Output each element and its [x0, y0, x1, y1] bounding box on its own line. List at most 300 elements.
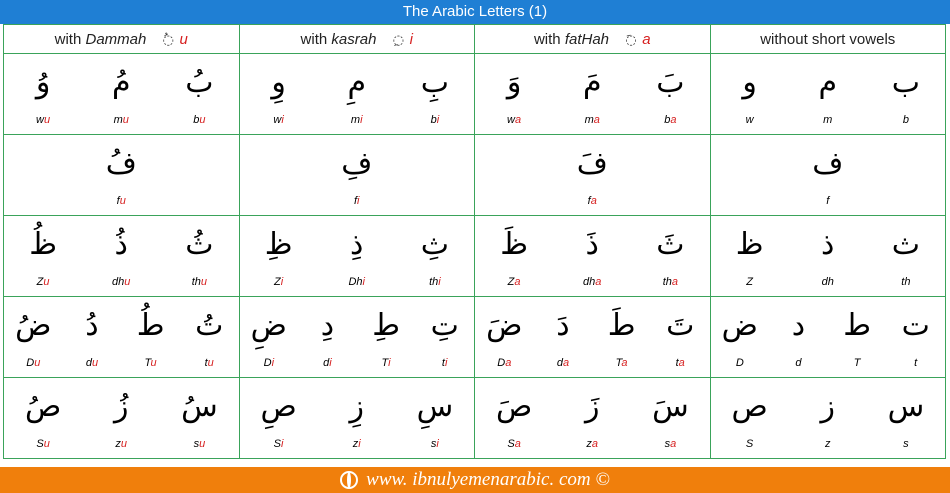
arabic-glyph: تِ [430, 308, 459, 343]
transliteration-vowel: i [436, 438, 439, 450]
letter-cell [475, 54, 711, 135]
letter-item [396, 378, 473, 450]
header-vowel-name: fatHah [564, 30, 610, 48]
letter-item [240, 54, 317, 126]
transliteration [114, 114, 129, 126]
arabic-glyph: مُ [111, 65, 131, 100]
transliteration [826, 195, 829, 207]
arabic-glyph: د [791, 308, 806, 343]
table-row [4, 54, 946, 135]
transliteration [616, 357, 628, 369]
transliteration-vowel: i [360, 114, 363, 126]
letter-group [711, 54, 946, 134]
letter-item [240, 216, 317, 288]
arabic-glyph: ثُ [185, 227, 214, 262]
transliteration-vowel: i [357, 195, 360, 207]
arabic-glyph: طُ [136, 308, 165, 343]
arabic-glyph: ذ [821, 227, 835, 262]
transliteration-vowel: a [670, 438, 677, 450]
letter-group [475, 135, 710, 215]
transliteration [382, 357, 391, 369]
transliteration-vowel: i [436, 114, 440, 126]
arabic-glyph: ضَ [486, 308, 523, 343]
letter-item [318, 54, 395, 126]
header-prefix: with [54, 30, 86, 48]
transliteration [746, 438, 753, 450]
arabic-glyph: وُ [35, 65, 51, 100]
arabic-glyph: بُ [185, 65, 214, 100]
transliteration-vowel: u [150, 357, 157, 369]
letter-item [318, 216, 395, 288]
letter-item [554, 54, 631, 126]
arabic-glyph: سَ [652, 389, 689, 424]
letter-item [475, 378, 552, 450]
header-vowel-mark: ◌ِ [392, 31, 405, 47]
header-vowel-mark: ◌َ [625, 31, 637, 47]
letter-cell [475, 378, 711, 459]
letters-table [3, 24, 946, 459]
transliteration-base: dh [583, 276, 596, 288]
letter-item [632, 216, 709, 288]
transliteration-base: t [675, 357, 679, 369]
letter-item [121, 297, 180, 369]
transliteration [431, 438, 439, 450]
letter-cell [239, 378, 475, 459]
arabic-glyph: وَ [506, 65, 522, 100]
letter-group [475, 54, 710, 134]
transliteration [508, 276, 521, 288]
letter-item [886, 297, 945, 369]
arabic-glyph: وِ [271, 65, 286, 100]
transliteration [429, 276, 441, 288]
transliteration-base: m [113, 114, 123, 126]
transliteration [86, 357, 98, 369]
arabic-glyph: ض [721, 308, 758, 343]
arabic-glyph: صُ [24, 389, 62, 424]
transliteration-vowel: a [590, 195, 597, 207]
transliteration-base: t [441, 357, 445, 369]
transliteration-base: w [36, 114, 44, 126]
transliteration [431, 114, 440, 126]
transliteration [825, 438, 831, 450]
transliteration-base: z [115, 438, 121, 450]
table-row [4, 135, 946, 216]
letter-group [240, 297, 475, 377]
arabic-glyph: ظُ [29, 227, 57, 262]
transliteration [205, 357, 214, 369]
letter-item [83, 54, 160, 126]
page-title: The Arabic Letters (1) [0, 0, 950, 24]
transliteration [193, 114, 205, 126]
letter-cell [4, 54, 240, 135]
letter-group [475, 378, 710, 458]
letter-item [534, 297, 593, 369]
letter-cell [475, 135, 711, 216]
transliteration-vowel: u [199, 438, 206, 450]
transliteration [348, 276, 365, 288]
transliteration [583, 276, 601, 288]
letter-cell [239, 54, 475, 135]
transliteration [353, 438, 361, 450]
letter-group [4, 378, 239, 458]
header-vowel-name: Dammah [85, 30, 147, 48]
letter-item [396, 54, 473, 126]
transliteration-base: d [556, 357, 563, 369]
transliteration-vowel: a [593, 114, 600, 126]
transliteration [351, 114, 363, 126]
letter-item [180, 297, 239, 369]
arabic-glyph: زِ [349, 389, 364, 424]
transliteration [274, 276, 283, 288]
arabic-glyph: دِ [320, 308, 335, 343]
transliteration-vowel: a [621, 357, 628, 369]
transliteration [354, 195, 360, 207]
letter-item [318, 378, 395, 450]
arabic-glyph: ذَ [585, 227, 599, 262]
letter-cell [4, 135, 240, 216]
transliteration-vowel: a [514, 276, 521, 288]
transliteration-base: m [350, 114, 361, 126]
transliteration-base: S [273, 438, 282, 450]
transliteration [557, 357, 569, 369]
letter-cell [4, 297, 240, 378]
transliteration-base: th [901, 276, 911, 288]
arabic-glyph: فُ [105, 146, 137, 181]
letter-group [475, 297, 710, 377]
letter-item [161, 216, 238, 288]
letter-cell [710, 54, 946, 135]
letter-item [632, 54, 709, 126]
arabic-glyph: ظَ [500, 227, 528, 262]
header-vowel-letter: a [642, 30, 651, 48]
arabic-glyph: تَ [666, 308, 695, 343]
transliteration-vowel: u [43, 438, 50, 450]
arabic-glyph: ضِ [250, 308, 287, 343]
letter-item [415, 297, 474, 369]
arabic-glyph: زَ [584, 389, 600, 424]
transliteration-base: S [745, 438, 754, 450]
letter-group [240, 135, 475, 215]
letter-cell [710, 297, 946, 378]
letter-item [828, 297, 887, 369]
letter-item [711, 297, 770, 369]
column-header [475, 25, 711, 54]
transliteration-base: Z [273, 276, 281, 288]
transliteration [497, 357, 511, 369]
letter-group [475, 216, 710, 296]
transliteration [26, 357, 40, 369]
transliteration-vowel: i [444, 357, 448, 369]
transliteration-base: Z [507, 276, 515, 288]
transliteration [442, 357, 448, 369]
arabic-glyph: فِ [341, 146, 373, 181]
transliteration-vowel: i [329, 357, 332, 369]
transliteration-base: d [795, 357, 802, 369]
arabic-glyph: تُ [195, 308, 224, 343]
arabic-glyph: م [818, 65, 838, 100]
letter-item [475, 297, 534, 369]
letter-cell [710, 378, 946, 459]
transliteration-base: t [914, 357, 918, 369]
column-header [710, 25, 946, 54]
transliteration-base: f [826, 195, 830, 207]
footer-text: www. ibnulyemenarabic. com © [366, 469, 610, 490]
arabic-glyph: ص [731, 389, 768, 424]
letter-item [83, 135, 160, 207]
arabic-glyph: سُ [181, 389, 218, 424]
transliteration-vowel: a [505, 357, 512, 369]
transliteration-base: S [36, 438, 44, 450]
transliteration-base: w [507, 114, 515, 126]
arabic-glyph: دَ [556, 308, 570, 343]
transliteration [274, 438, 284, 450]
letter-item [789, 378, 866, 450]
transliteration-base: w [745, 114, 754, 126]
transliteration [663, 276, 678, 288]
transliteration [194, 438, 206, 450]
transliteration-base: dh [821, 276, 834, 288]
transliteration [264, 357, 274, 369]
letter-cell [710, 216, 946, 297]
transliteration [903, 438, 909, 450]
transliteration-vowel: u [200, 276, 208, 288]
letter-item [298, 297, 357, 369]
transliteration [822, 276, 834, 288]
transliteration-vowel: u [120, 438, 128, 450]
transliteration-vowel: a [671, 276, 679, 288]
transliteration [914, 357, 917, 369]
letter-cell [4, 216, 240, 297]
transliteration-vowel: a [514, 114, 522, 126]
transliteration-vowel: a [591, 438, 599, 450]
column-header [4, 25, 240, 54]
transliteration-base: Dh [348, 276, 363, 288]
transliteration-base: d [323, 357, 330, 369]
letter-item [161, 54, 238, 126]
transliteration-base: Z [746, 276, 753, 288]
transliteration-vowel: a [678, 357, 685, 369]
letter-item [475, 216, 552, 288]
letter-item [711, 378, 788, 450]
transliteration [36, 438, 49, 450]
transliteration-base: D [735, 357, 744, 369]
letter-item [318, 135, 395, 207]
letter-item [789, 54, 866, 126]
transliteration-base: f [116, 195, 120, 207]
transliteration-vowel: i [362, 276, 365, 288]
arabic-glyph: ت [901, 308, 930, 343]
letter-cell [239, 216, 475, 297]
transliteration [586, 438, 598, 450]
arabic-glyph: بِ [420, 65, 450, 100]
arabic-glyph: ذُ [114, 227, 128, 262]
letter-item [4, 54, 81, 126]
transliteration [901, 276, 910, 288]
arabic-glyph: ظ [735, 227, 764, 262]
letter-group [711, 135, 946, 215]
letter-item [357, 297, 416, 369]
transliteration [273, 114, 283, 126]
transliteration-vowel: i [281, 114, 284, 126]
transliteration [117, 195, 126, 207]
transliteration-vowel: a [514, 438, 521, 450]
letter-group [4, 54, 239, 134]
letter-item [83, 378, 160, 450]
letter-cell [239, 297, 475, 378]
arabic-glyph: مَ [582, 65, 602, 100]
letter-group [240, 54, 475, 134]
arabic-glyph: بَ [656, 65, 685, 100]
arabic-glyph: ظِ [264, 227, 293, 262]
arabic-glyph: صَ [495, 389, 533, 424]
transliteration [323, 357, 332, 369]
transliteration [736, 357, 744, 369]
transliteration-base: s [430, 438, 437, 450]
letter-item [63, 297, 122, 369]
letter-item [240, 378, 317, 450]
transliteration-vowel: a [562, 357, 570, 369]
letter-item [867, 378, 944, 450]
arabic-glyph: دُ [85, 308, 99, 343]
transliteration-base: b [664, 114, 671, 126]
arabic-glyph: ضُ [15, 308, 52, 343]
transliteration-base: D [263, 357, 272, 369]
letter-item [711, 54, 788, 126]
transliteration-vowel: u [124, 276, 131, 288]
arabic-glyph: ز [820, 389, 835, 424]
arabic-glyph: سِ [416, 389, 454, 424]
transliteration [746, 276, 753, 288]
letter-item [651, 297, 710, 369]
letter-item [711, 216, 788, 288]
transliteration-base: b [430, 114, 437, 126]
transliteration-base: th [191, 276, 201, 288]
letter-cell [4, 378, 240, 459]
transliteration-base: f [587, 195, 591, 207]
arabic-glyph: ب [891, 65, 921, 100]
transliteration-base: S [507, 438, 515, 450]
transliteration-base: s [193, 438, 200, 450]
letter-item [83, 216, 160, 288]
transliteration-vowel: u [119, 195, 126, 207]
letter-group [711, 297, 946, 377]
letter-item [161, 378, 238, 450]
transliteration [112, 276, 130, 288]
letter-group [711, 378, 946, 458]
letter-group [4, 297, 239, 377]
transliteration-base: T [144, 357, 151, 369]
letter-item [4, 297, 63, 369]
transliteration-base: T [615, 357, 622, 369]
transliteration [664, 114, 676, 126]
transliteration [795, 357, 801, 369]
transliteration-vowel: i [271, 357, 275, 369]
letter-item [592, 297, 651, 369]
arabic-glyph: ثَ [656, 227, 685, 262]
arabic-glyph: زُ [113, 389, 129, 424]
letter-item [789, 135, 866, 207]
letter-item [4, 216, 81, 288]
arabic-glyph: ثِ [420, 227, 450, 262]
transliteration-base: m [584, 114, 594, 126]
transliteration-base: Z [36, 276, 44, 288]
transliteration-base: s [664, 438, 671, 450]
table-row [4, 216, 946, 297]
transliteration-base: dh [112, 276, 125, 288]
transliteration-vowel: i [438, 276, 441, 288]
transliteration [854, 357, 861, 369]
header-vowel-name: kasrah [331, 30, 377, 48]
transliteration-vowel: u [34, 357, 41, 369]
header-prefix: without short vowels [760, 30, 896, 48]
table-row [4, 297, 946, 378]
letter-group [711, 216, 946, 296]
transliteration-base: b [193, 114, 200, 126]
arabic-glyph: طَ [607, 308, 636, 343]
letter-item [554, 135, 631, 207]
header-row [4, 25, 946, 54]
transliteration-base: s [903, 438, 909, 450]
transliteration-base: z [824, 438, 831, 450]
transliteration [192, 276, 207, 288]
transliteration-vowel: u [122, 114, 129, 126]
transliteration-vowel: u [43, 276, 50, 288]
arabic-glyph: ف [812, 146, 844, 181]
transliteration-vowel: a [595, 276, 602, 288]
header-prefix: with [300, 30, 332, 48]
transliteration [676, 357, 685, 369]
transliteration-vowel: u [43, 114, 51, 126]
letter-group [4, 135, 239, 215]
header-vowel-letter: u [179, 30, 188, 48]
letter-item [396, 216, 473, 288]
transliteration-base: t [204, 357, 208, 369]
arabic-glyph: و [742, 65, 757, 100]
letter-item [240, 297, 299, 369]
column-header [239, 25, 475, 54]
transliteration [145, 357, 157, 369]
letter-group [4, 216, 239, 296]
letter-cell [710, 135, 946, 216]
transliteration-base: T [381, 357, 389, 369]
transliteration [585, 114, 600, 126]
transliteration-base: th [662, 276, 672, 288]
header-vowel-mark: ◌ُ [162, 31, 175, 47]
table-row [4, 378, 946, 459]
arabic-glyph: ث [891, 227, 921, 262]
globe-icon [340, 471, 358, 489]
transliteration-base: T [853, 357, 861, 369]
transliteration-base: D [26, 357, 35, 369]
letter-item [632, 378, 709, 450]
letter-item [475, 54, 552, 126]
transliteration [115, 438, 127, 450]
transliteration [903, 114, 909, 126]
arabic-glyph: طِ [372, 308, 400, 343]
letter-item [554, 378, 631, 450]
transliteration [37, 276, 50, 288]
transliteration-base: w [273, 114, 282, 126]
letter-item [769, 297, 828, 369]
transliteration [746, 114, 754, 126]
transliteration-vowel: i [358, 438, 361, 450]
letter-item [867, 216, 944, 288]
letter-item [789, 216, 866, 288]
header-vowel-letter: i [409, 30, 413, 48]
transliteration-base: th [429, 276, 439, 288]
transliteration-vowel: u [91, 357, 99, 369]
transliteration-base: D [497, 357, 506, 369]
